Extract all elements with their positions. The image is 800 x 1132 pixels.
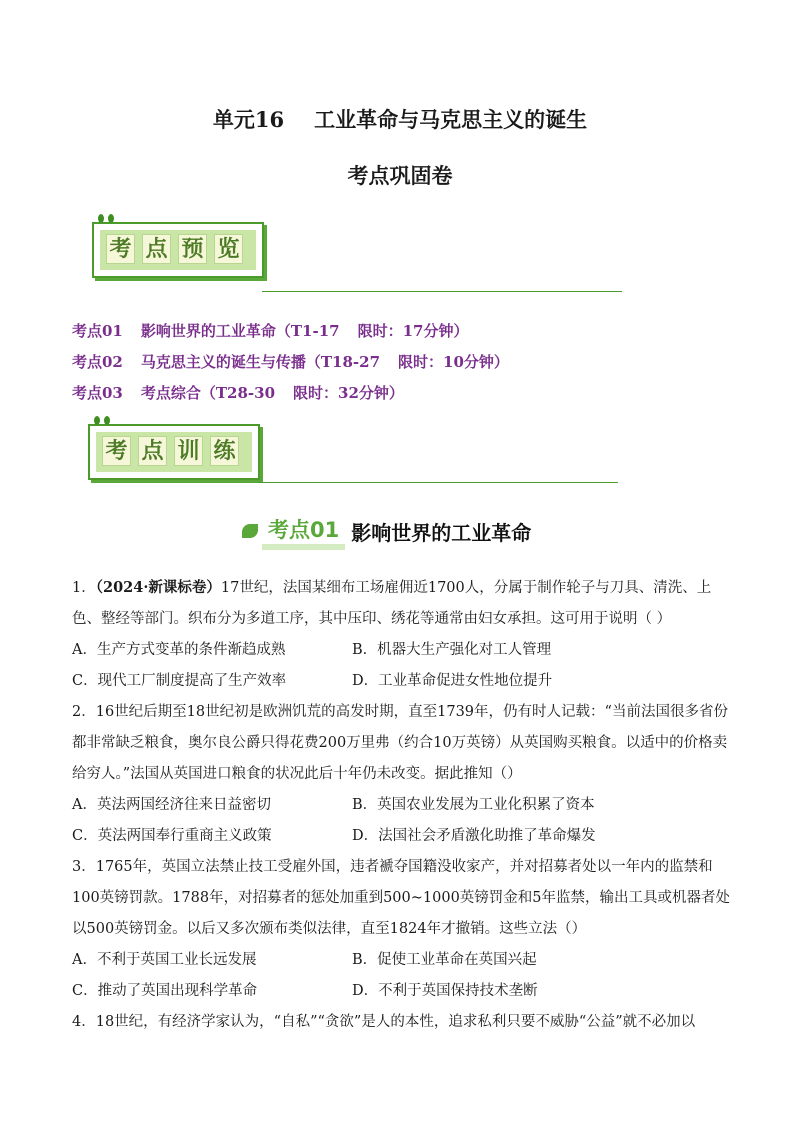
banner-char: 览 — [214, 234, 243, 264]
page-subtitle: 考点巩固卷 — [347, 163, 453, 188]
banner-char: 考 — [102, 436, 131, 466]
option-c: C．英法两国奉行重商主义政策 — [72, 828, 272, 844]
option-b: B．促使工业革命在英国兴起 — [352, 952, 537, 968]
page-title — [0, 104, 800, 134]
options-1 — [72, 635, 732, 697]
option-a: A．英法两国经济往来日益密切 — [72, 797, 271, 813]
question-4: 4．18世纪，有经济学家认为，“自私”“贪欲”是人的本性，追求私利只要不威胁“公益”就不必加以 — [72, 1014, 696, 1030]
question-2: 2．16世纪后期至18世纪初是欧洲饥荒的高发时期，直至1739年，仍有时人记载：“当前法国很多省份都非常缺乏粮食，奥尔良公爵只得花费200万里弗（约合10万英镑）从英国购买粮食。以适中的价格卖给穷人。”法国从英国进口粮食的状况此后十年仍未改变。据此推知（） — [72, 704, 728, 782]
question-1: 1．（2024·新课标卷）17世纪，法国某细布工场雇佣近1700人，分属于制作轮子与刀具、清洗、上色、整经等部门。织布分为多道工序，其中压印、绣花等通常由妇女承担。这可用于说明（ ） — [72, 579, 712, 627]
options-3 — [72, 945, 732, 1007]
option-c: C．推动了英国出现科学革命 — [72, 983, 258, 999]
unit-title: 工业革命与马克思主义的诞生 — [314, 107, 588, 132]
divider — [258, 482, 618, 483]
option-b: B．机器大生产强化对工人管理 — [352, 642, 552, 658]
preview-banner — [92, 222, 264, 278]
section-tag: 考点01 — [262, 514, 345, 550]
topic-item: 考点02 马克思主义的诞生与传播（T18-27 限时：10分钟） — [72, 353, 509, 371]
leaf-icon — [242, 524, 258, 538]
banner-char: 考 — [106, 234, 135, 264]
banner-char: 预 — [178, 234, 207, 264]
option-a: A．不利于英国工业长远发展 — [72, 952, 257, 968]
options-2 — [72, 790, 732, 852]
question-source: （2024·新课标卷） — [95, 579, 221, 596]
topic-item: 考点01 影响世界的工业革命（T1-17 限时：17分钟） — [72, 322, 469, 340]
section-heading — [242, 512, 531, 550]
option-a: A．生产方式变革的条件渐趋成熟 — [72, 642, 286, 658]
banner-char: 训 — [174, 436, 203, 466]
option-b: B．英国农业发展为工业化积累了资本 — [352, 797, 595, 813]
banner-char: 点 — [142, 234, 171, 264]
section-title: 影响世界的工业革命 — [351, 521, 532, 545]
drops-icon — [98, 214, 114, 223]
option-c: C．现代工厂制度提高了生产效率 — [72, 673, 287, 689]
question-3: 3．1765年，英国立法禁止技工受雇外国，违者褫夺国籍没收家产，并对招募者处以一年内的监禁和100英镑罚款。1788年，对招募者的惩处加重到500~1000英镑罚金和5年监禁，输出工具或机器者处以500英镑罚金。以后又多次颁布类似法律，直至1824年才撤销。这些立法（） — [72, 859, 731, 937]
option-d: D．工业革命促进女性地位提升 — [352, 673, 553, 689]
option-d: D．不利于英国保持技术垄断 — [352, 983, 538, 999]
option-d: D．法国社会矛盾激化助推了革命爆发 — [352, 828, 596, 844]
drops-icon — [94, 416, 110, 425]
topic-item: 考点03 考点综合（T28-30 限时：32分钟） — [72, 384, 404, 402]
banner-char: 练 — [210, 436, 239, 466]
divider — [262, 291, 622, 292]
training-banner — [88, 424, 260, 480]
banner-char: 点 — [138, 436, 167, 466]
unit-number: 单元16 — [212, 107, 285, 132]
